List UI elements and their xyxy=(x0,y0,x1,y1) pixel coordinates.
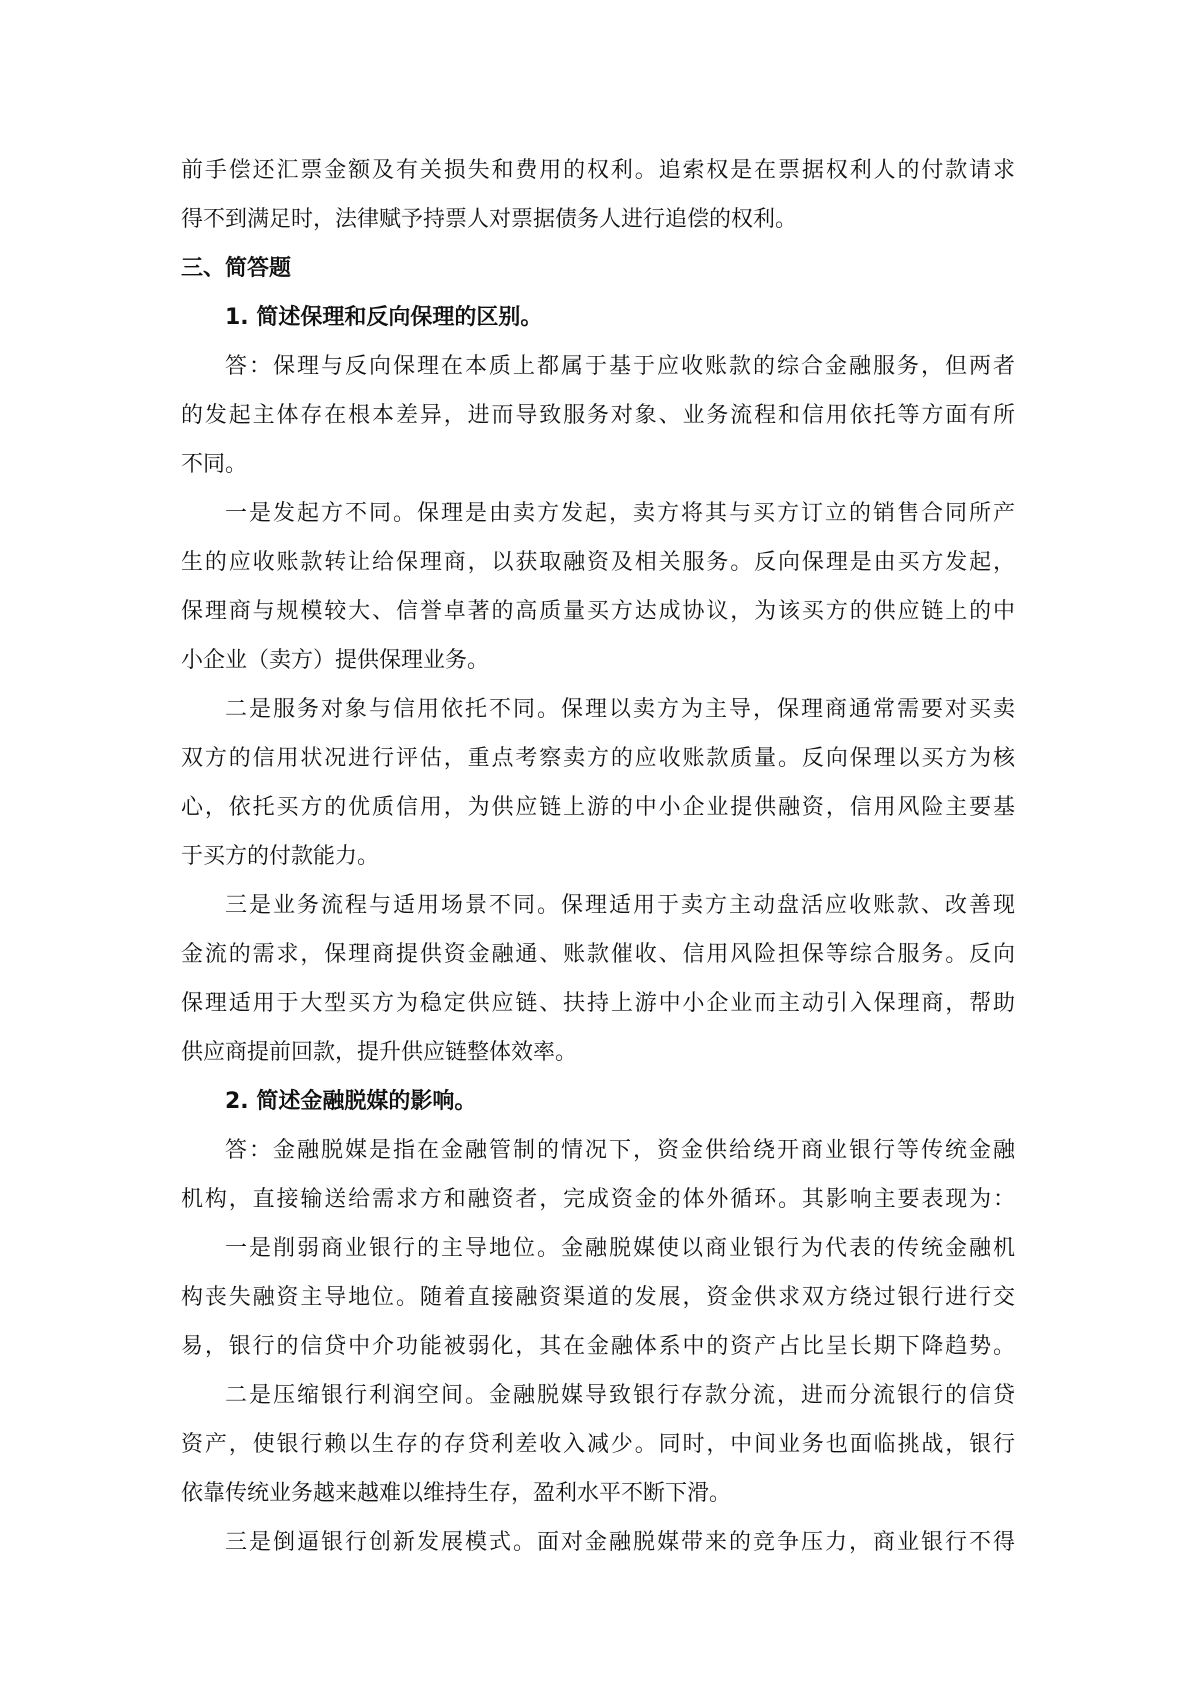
paragraph-line: 得不到满足时，法律赋予持票人对票据债务人进行追偿的权利。 xyxy=(181,207,798,232)
paragraph-line: 双方的信用状况进行评估，重点考察卖方的应收账款质量。反向保理以买方为核 xyxy=(181,746,1015,771)
paragraph-line: 依靠传统业务越来越难以维持生存，盈利水平不断下滑。 xyxy=(181,1481,732,1506)
paragraph-line: 的发起主体存在根本差异，进而导致服务对象、业务流程和信用依托等方面有所 xyxy=(181,403,1015,428)
section-heading: 1. 简述保理和反向保理的区别。 xyxy=(225,305,543,330)
paragraph-line: 金流的需求，保理商提供资金融通、账款催收、信用风险担保等综合服务。反向 xyxy=(181,942,1015,967)
paragraph-line: 答：保理与反向保理在本质上都属于基于应收账款的综合金融服务，但两者 xyxy=(225,354,1015,379)
paragraph-line: 供应商提前回款，提升供应链整体效率。 xyxy=(181,1040,578,1065)
paragraph-line: 前手偿还汇票金额及有关损失和费用的权利。追索权是在票据权利人的付款请求 xyxy=(181,158,1015,183)
paragraph-line: 保理商与规模较大、信誉卓著的高质量买方达成协议，为该买方的供应链上的中 xyxy=(181,599,1015,624)
paragraph-line: 二是服务对象与信用依托不同。保理以卖方为主导，保理商通常需要对买卖 xyxy=(225,697,1015,722)
paragraph-line: 三是业务流程与适用场景不同。保理适用于卖方主动盘活应收账款、改善现 xyxy=(225,893,1015,918)
section-heading: 2. 简述金融脱媒的影响。 xyxy=(225,1089,477,1114)
paragraph-line: 保理适用于大型买方为稳定供应链、扶持上游中小企业而主动引入保理商，帮助 xyxy=(181,991,1015,1016)
paragraph-line: 一是发起方不同。保理是由卖方发起，卖方将其与买方订立的销售合同所产 xyxy=(225,501,1015,526)
paragraph-line: 一是削弱商业银行的主导地位。金融脱媒使以商业银行为代表的传统金融机 xyxy=(225,1236,1015,1261)
paragraph-line: 不同。 xyxy=(181,452,248,477)
paragraph-line: 机构，直接输送给需求方和融资者，完成资金的体外循环。其影响主要表现为： xyxy=(181,1187,1015,1212)
paragraph-line: 答：金融脱媒是指在金融管制的情况下，资金供给绕开商业银行等传统金融 xyxy=(225,1138,1015,1163)
paragraph-line: 小企业（卖方）提供保理业务。 xyxy=(181,648,490,673)
paragraph-line: 三是倒逼银行创新发展模式。面对金融脱媒带来的竞争压力，商业银行不得 xyxy=(225,1530,1015,1555)
paragraph-line: 易，银行的信贷中介功能被弱化，其在金融体系中的资产占比呈长期下降趋势。 xyxy=(181,1334,1015,1359)
paragraph-line: 资产，使银行赖以生存的存贷利差收入减少。同时，中间业务也面临挑战，银行 xyxy=(181,1432,1015,1457)
paragraph-line: 构丧失融资主导地位。随着直接融资渠道的发展，资金供求双方绕过银行进行交 xyxy=(181,1285,1015,1310)
paragraph-line: 生的应收账款转让给保理商，以获取融资及相关服务。反向保理是由买方发起， xyxy=(181,550,1015,575)
paragraph-line: 二是压缩银行利润空间。金融脱媒导致银行存款分流，进而分流银行的信贷 xyxy=(225,1383,1015,1408)
paragraph-line: 于买方的付款能力。 xyxy=(181,844,380,869)
document-body xyxy=(181,146,1015,1567)
paragraph-line: 心，依托买方的优质信用，为供应链上游的中小企业提供融资，信用风险主要基 xyxy=(181,795,1015,820)
section-heading: 三、简答题 xyxy=(181,256,292,281)
